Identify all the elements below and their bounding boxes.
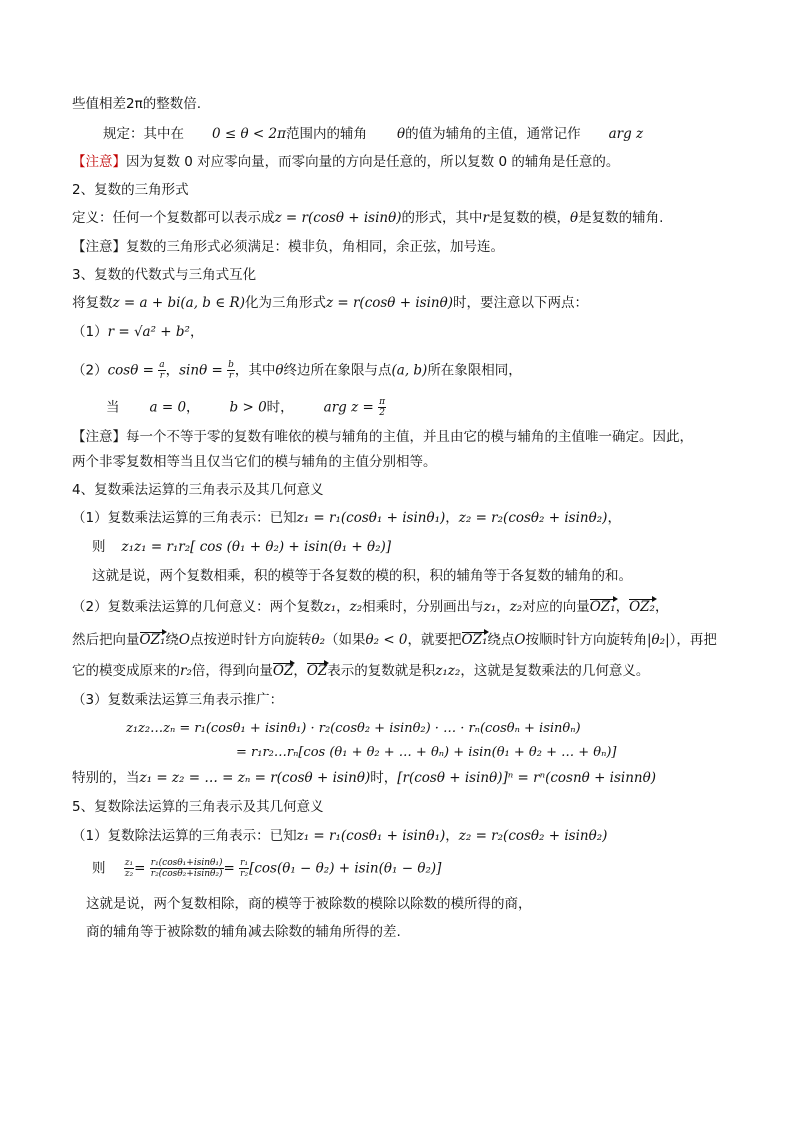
fraction-z1-over-z2: $\frac{\text{z₁}}{\text{z₂}}$ (124, 858, 134, 879)
section-heading-2: 2、复数的三角形式 (72, 182, 189, 198)
fraction-r1-over-r2: $\frac{\text{r₁}}{\text{r₂}}$ (240, 858, 249, 879)
conversion-intro: 将复数z = a + bi(a, b ∈ R)化为三角形式z = r(cosθ + isinθ)时，要注意以下两点： (72, 295, 588, 311)
multiplication-geometry-2: 然后把向量OZ₁绕O点按逆时针方向旋转θ₂（如果θ₂ < 0，就要把OZ₁绕点O按顺时针方向旋转角|θ₂|），再把 (72, 632, 717, 648)
division-meaning-2: 商的辅角等于被除数的辅角减去除数的辅角所得的差. (86, 924, 401, 940)
vector-oz2: OZ₂ (629, 599, 655, 615)
multiplication-meaning: 这就是说，两个复数相乘，积的模等于各复数的模的积，积的辅角等于各复数的辅角的和。 (92, 568, 632, 584)
multiplication-geometry-3: 它的模变成原来的r₂倍，得到向量OZ，OZ表示的复数就是积z₁z₂，这就是复数乘法的几何意义。 (72, 663, 650, 679)
note-uniqueness-1: 【注意】每一个不等于零的复数有唯依的模与辅角的主值，并且由它的模与辅角的主值唯一确定。因此， (72, 429, 693, 445)
vector-oz1: OZ₁ (461, 632, 488, 648)
multiplication-generalization-heading: （3）复数乘法运算三角表示推广： (72, 692, 284, 708)
de-moivre-special-case: 特别的，当z₁ = z₂ = … = zₙ = r(cosθ + isinθ)时，[r(cosθ + isinθ)]ⁿ = rⁿ(cosnθ + isinnθ) (72, 770, 657, 786)
vector-oz: OZ (306, 663, 328, 679)
division-meaning-1: 这就是说，两个复数相除，商的模等于被除数的模除以除数的模所得的商， (86, 896, 532, 912)
vector-oz1: OZ₁ (139, 632, 166, 648)
section-heading-4: 4、复数乘法运算的三角表示及其几何意义 (72, 482, 324, 498)
multiplication-formula: 则 z₁z₁ = r₁r₂[ cos (θ₁ + θ₂) + isin(θ₁ + θ₂)] (92, 539, 392, 555)
section-heading-5: 5、复数除法运算的三角表示及其几何意义 (72, 799, 324, 815)
section-heading-3: 3、复数的代数式与三角式互化 (72, 267, 257, 283)
vector-oz: OZ (272, 663, 294, 679)
multiplication-geometry-1: （2）复数乘法运算的几何意义：两个复数z₁，z₂相乘时，分别画出与z₁，z₂对应的向量OZ₁，OZ₂， (72, 599, 669, 615)
vector-oz1: OZ₁ (589, 599, 616, 615)
principal-value-rule: 规定：其中在 0 ≤ θ < 2π范围内的辅角 θ的值为辅角的主值，通常记作 arg z (103, 126, 644, 142)
note-uniqueness-2: 两个非零复数相等当且仅当它们的模与辅角的主值分别相等。 (72, 454, 437, 470)
generalization-formula-2: = r₁r₂…rₙ[cos (θ₁ + θ₂ + … + θₙ) + isin(θ₁ + θ₂ + … + θₙ)] (236, 745, 617, 760)
special-case-arg: 当 a = 0， b > 0时， arg z = $\frac{\pi}{2}$ (106, 397, 386, 418)
trig-form-definition: 定义：任何一个复数都可以表示成z = r(cosθ + isinθ)的形式，其中r是复数的模，θ是复数的辅角. (72, 210, 664, 226)
fraction-pi-over-2: $\frac{\pi}{2}$ (379, 397, 386, 418)
division-trig: （1）复数除法运算的三角表示：已知z₁ = r₁(cosθ₁ + isinθ₁)，z₂ = r₂(cosθ₂ + isinθ₂) (72, 828, 608, 844)
note-trig-form: 【注意】复数的三角形式必须满足：模非负，角相同，余正弦，加号连。 (72, 239, 504, 255)
generalization-formula-1: z₁z₂…zₙ = r₁(cosθ₁ + isinθ₁) · r₂(cosθ₂ + isinθ₂) · … · rₙ(cosθₙ + isinθₙ) (126, 721, 581, 736)
fraction-b-over-r: $\frac{b}{r}$ (228, 360, 234, 381)
multiplication-trig: （1）复数乘法运算的三角表示：已知z₁ = r₁(cosθ₁ + isinθ₁)，z₂ = r₂(cosθ₂ + isinθ₂)， (72, 510, 621, 526)
division-formula: 则 $\frac{\text{z₁}}{\text{z₂}}$ = $\frac{\text{r₁(cosθ₁+isinθ₁)}}{\text{r₂(cosθ₂+isinθ₂)}}$ = $\frac{\text{r₁}}{\text{r₂}}$ [cos(θ₁ − θ₂) + isin(θ₁ − θ₂)] (92, 858, 442, 879)
fraction-a-over-r: $\frac{a}{r}$ (159, 360, 165, 381)
conversion-point-2: （2）cosθ = $\frac{a}{r}$ ，sinθ = $\frac{b}{r}$ ，其中θ终边所在象限与点(a, b)所在象限相同， (72, 360, 522, 381)
fraction-trig-quotient: $\frac{\text{r₁(cosθ₁+isinθ₁)}}{\text{r₂(cosθ₂+isinθ₂)}}$ (150, 858, 223, 879)
conversion-point-1: （1）r = √a² + b²， (72, 324, 204, 340)
note-zero-argument: 【注意】因为复数 0 对应零向量，而零向量的方向是任意的，所以复数 0 的辅角是任意的。 (72, 154, 620, 170)
paragraph-continuation: 些值相差2π的整数倍. (72, 96, 202, 112)
